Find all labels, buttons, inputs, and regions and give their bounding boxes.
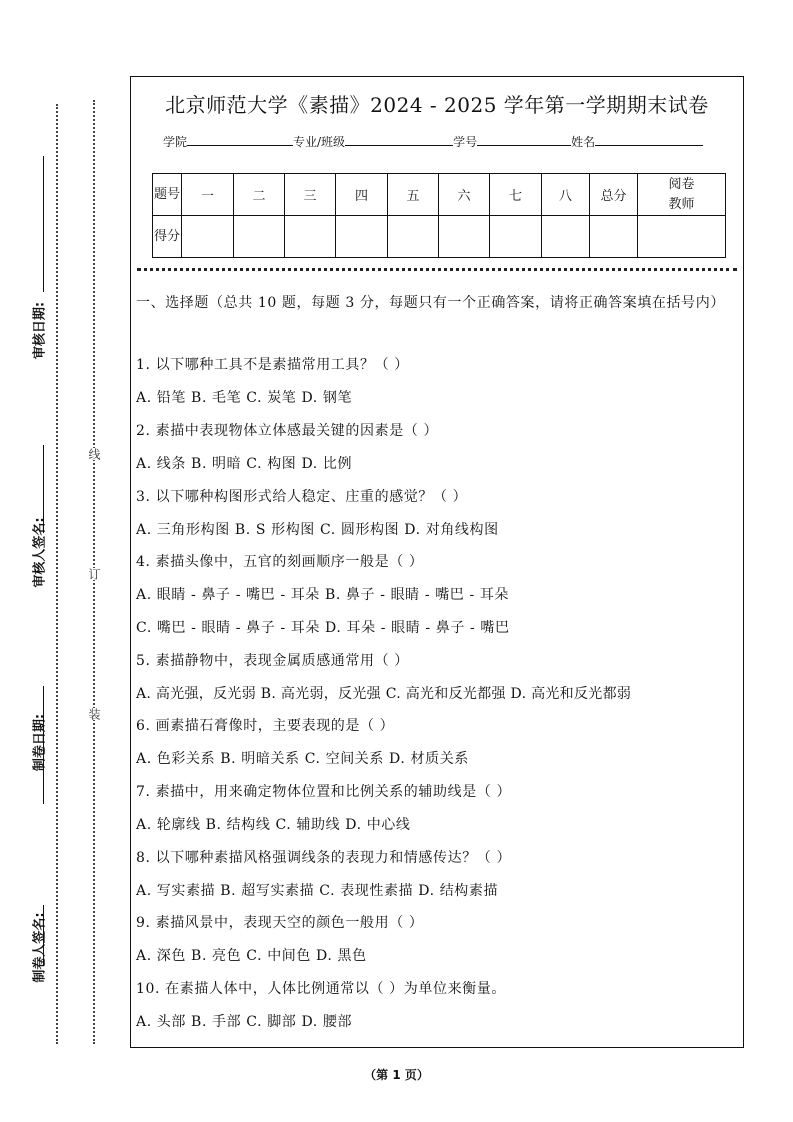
binding-mark-xian: 线 xyxy=(87,448,101,460)
question-2: 2. 素描中表现物体立体感最关键的因素是（ ） xyxy=(136,423,439,439)
options-4b: C. 嘴巴 - 眼睛 - 鼻子 - 耳朵 D. 耳朵 - 眼睛 - 鼻子 - 嘴巴 xyxy=(136,620,510,636)
label-student-id: 学号 xyxy=(453,135,478,149)
score-table-header-row xyxy=(153,174,726,216)
binding-dotted-line-left xyxy=(56,104,58,1044)
options-5: A. 高光强，反光弱 B. 高光弱，反光强 C. 高光和反光都强 D. 高光和反光都弱 xyxy=(136,686,632,702)
question-4: 4. 素描头像中，五官的刻画顺序一般是（ ） xyxy=(136,554,424,570)
binding-label-reviewer-sign: 审核人签名: xyxy=(32,517,48,588)
binding-mark-ding: 订 xyxy=(87,568,101,580)
question-1: 1. 以下哪种工具不是素描常用工具？（ ） xyxy=(136,357,409,373)
options-4a: A. 眼睛 - 鼻子 - 嘴巴 - 耳朵 B. 鼻子 - 眼睛 - 嘴巴 - 耳朵 xyxy=(136,587,510,603)
binding-sign-line-4 xyxy=(43,156,44,292)
question-6: 6. 画素描石膏像时，主要表现的是（ ） xyxy=(136,718,395,734)
student-id-field[interactable] xyxy=(477,133,571,146)
question-10: 10. 在素描人体中，人体比例通常以（ ）为单位来衡量。 xyxy=(136,981,506,997)
score-cell[interactable] xyxy=(388,216,439,258)
dotted-separator xyxy=(137,268,737,271)
exam-paper-frame xyxy=(130,76,744,1048)
question-5: 5. 素描静物中，表现金属质感通常用（ ） xyxy=(136,653,409,669)
page-number: （第 1 页） xyxy=(364,1068,429,1082)
score-cell[interactable] xyxy=(542,216,590,258)
binding-label-creator-sign: 制卷人签名: xyxy=(32,912,48,983)
section-heading: 一、选择题（总共 10 题，每题 3 分，每题只有一个正确答案，请将正确答案填在括号内） xyxy=(136,295,725,311)
label-major-class: 专业/班级 xyxy=(293,135,346,149)
score-col-1: 一 xyxy=(182,174,234,216)
score-cell[interactable] xyxy=(336,216,388,258)
score-cell[interactable] xyxy=(638,216,726,258)
score-col-8: 八 xyxy=(542,174,590,216)
score-cell[interactable] xyxy=(234,216,285,258)
score-cell[interactable] xyxy=(182,216,234,258)
choice-section xyxy=(136,291,729,1030)
name-field[interactable] xyxy=(595,133,703,146)
score-col-5: 五 xyxy=(388,174,439,216)
options-2: A. 线条 B. 明暗 C. 构图 D. 比例 xyxy=(136,456,353,472)
score-cell[interactable] xyxy=(285,216,336,258)
score-col-4: 四 xyxy=(336,174,388,216)
score-table-row1-head: 题号 xyxy=(153,174,182,216)
options-6: A. 色彩关系 B. 明暗关系 C. 空间关系 D. 材质关系 xyxy=(136,751,469,767)
score-col-6: 六 xyxy=(439,174,490,216)
score-cell[interactable] xyxy=(490,216,542,258)
score-col-total: 总分 xyxy=(590,174,638,216)
score-table xyxy=(152,173,726,258)
major-class-field[interactable] xyxy=(345,133,453,146)
question-7: 7. 素描中，用来确定物体位置和比例关系的辅助线是（ ） xyxy=(136,784,512,800)
score-col-7: 七 xyxy=(490,174,542,216)
options-8: A. 写实素描 B. 超写实素描 C. 表现性素描 D. 结构素描 xyxy=(136,883,499,899)
score-table-score-row xyxy=(153,216,726,258)
label-name: 姓名 xyxy=(571,135,596,149)
score-cell[interactable] xyxy=(439,216,490,258)
score-col-grader: 阅卷教师 xyxy=(638,174,726,216)
exam-title: 北京师范大学《素描》2024 - 2025 学年第一学期期末试卷 xyxy=(165,93,709,117)
question-9: 9. 素描风景中，表现天空的颜色一般用（ ） xyxy=(136,915,424,931)
question-8: 8. 以下哪种素描风格强调线条的表现力和情感传达？（ ） xyxy=(136,850,512,866)
score-cell[interactable] xyxy=(590,216,638,258)
options-3: A. 三角形构图 B. S 形构图 C. 圆形构图 D. 对角线构图 xyxy=(136,522,499,538)
student-info-row xyxy=(163,133,703,150)
options-9: A. 深色 B. 亮色 C. 中间色 D. 黑色 xyxy=(136,948,367,964)
score-col-3: 三 xyxy=(285,174,336,216)
binding-label-review-date: 审核日期: xyxy=(32,301,48,360)
question-3: 3. 以下哪种构图形式给人稳定、庄重的感觉？（ ） xyxy=(136,489,468,505)
options-10: A. 头部 B. 手部 C. 脚部 D. 腰部 xyxy=(136,1014,353,1030)
score-table-row2-head: 得分 xyxy=(153,216,182,258)
options-7: A. 轮廓线 B. 结构线 C. 辅助线 D. 中心线 xyxy=(136,817,411,833)
binding-label-creator-date: 制卷日期: xyxy=(32,713,48,772)
college-field[interactable] xyxy=(187,133,293,146)
label-college: 学院 xyxy=(163,135,188,149)
score-col-2: 二 xyxy=(234,174,285,216)
options-1: A. 铅笔 B. 毛笔 C. 炭笔 D. 钢笔 xyxy=(136,390,353,406)
binding-mark-zhuang: 装 xyxy=(87,708,101,720)
